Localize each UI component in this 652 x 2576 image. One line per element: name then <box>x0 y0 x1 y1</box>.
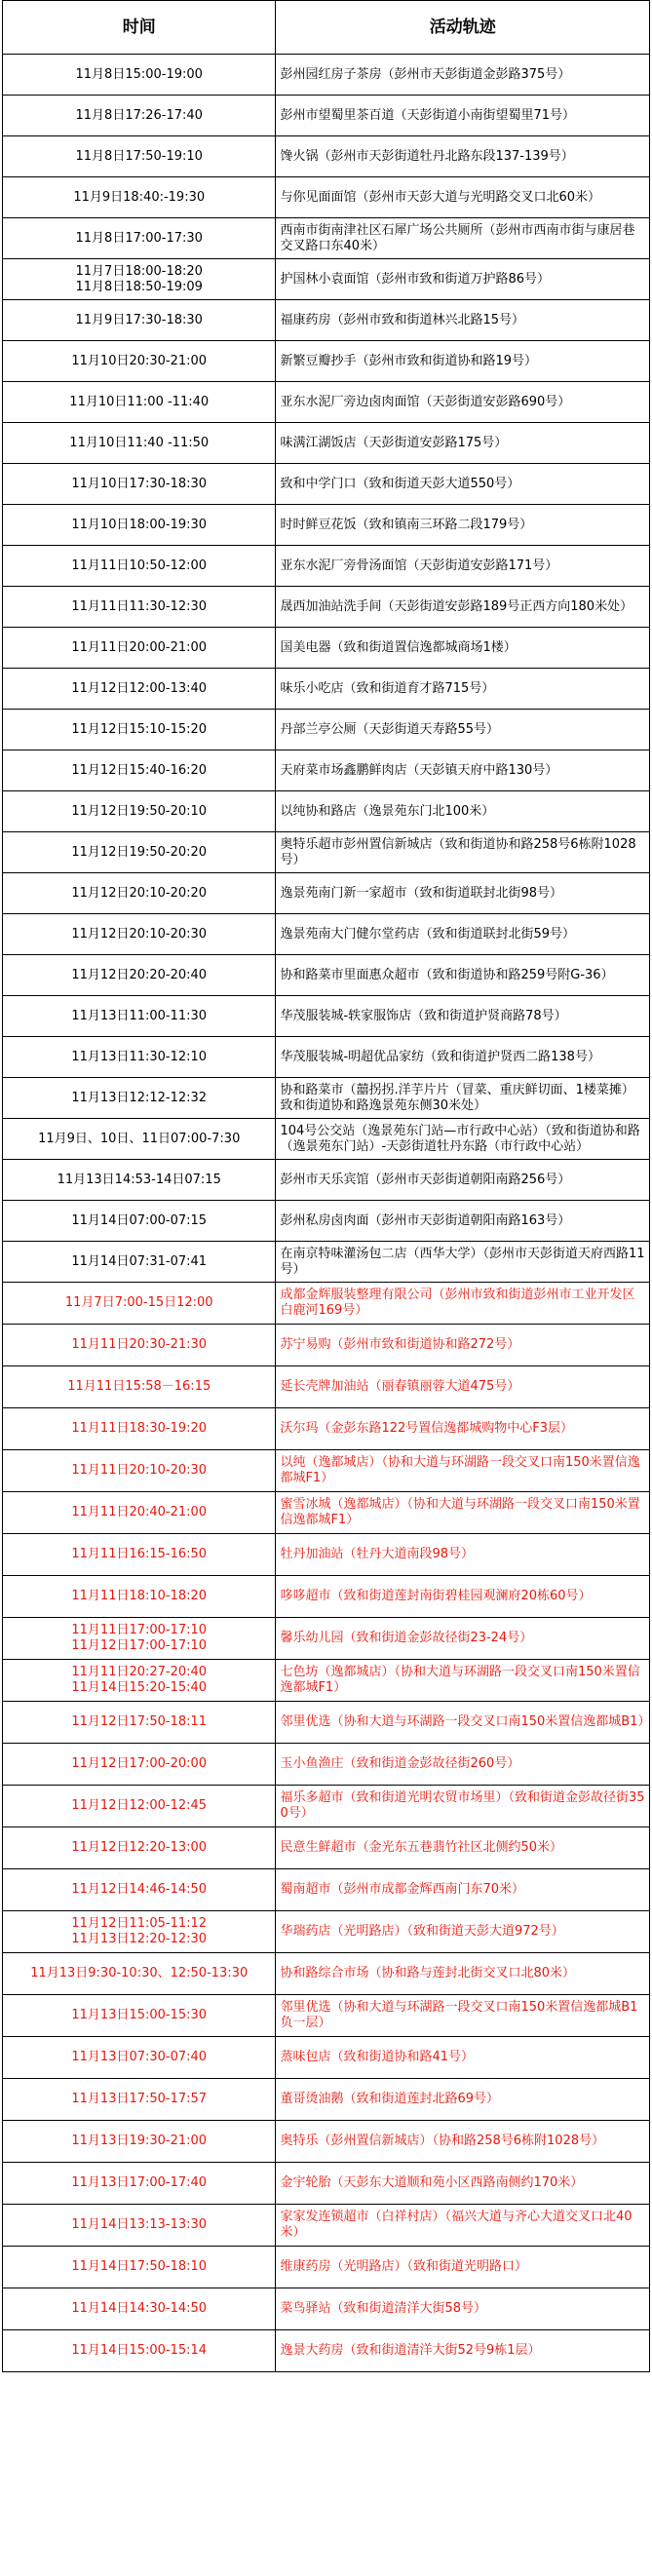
table-row <box>3 1325 650 1366</box>
row-location-cell: 成都金辉服装整理有限公司（彭州市致和街道彭州市工业开发区白鹿河169号） <box>276 1283 650 1325</box>
row-location-cell: 董哥烫油鹅（致和街道莲封北路69号） <box>276 2079 650 2121</box>
row-location-cell: 奥特乐超市彭州置信新城店（致和街道协和路258号6栋附1028号） <box>276 832 650 873</box>
row-time-cell: 11月13日9:30-10:30、12:50-13:30 <box>3 1953 276 1995</box>
table-row <box>3 2079 650 2121</box>
row-time-cell: 11月11日20:30-21:30 <box>3 1325 276 1366</box>
row-time-cell: 11月13日14:53-14日07:15 <box>3 1160 276 1201</box>
row-location-cell: 天府菜市场鑫鹏鲜肉店（天彭镇天府中路130号） <box>276 750 650 791</box>
table-row <box>3 873 650 914</box>
table-row <box>3 136 650 177</box>
row-location-cell: 华茂服装城-轶家服饰店（致和街道护贤商路78号） <box>276 996 650 1037</box>
time-column-header: 时间 <box>3 1 276 55</box>
row-time-cell: 11月13日17:00-17:40 <box>3 2163 276 2205</box>
table-row <box>3 1450 650 1492</box>
row-time-cell: 11月14日15:00-15:14 <box>3 2330 276 2372</box>
table-row <box>3 1534 650 1576</box>
table-row <box>3 996 650 1037</box>
row-location-cell: 牡丹加油站（牡丹大道南段98号） <box>276 1534 650 1576</box>
row-location-cell: 以纯协和路店（逸景苑东门北100米） <box>276 791 650 832</box>
row-time-cell: 11月10日11:40 -11:50 <box>3 423 276 464</box>
row-location-cell: 邻里优选（协和大道与环湖路一段交叉口南150米置信逸都城B1负一层） <box>276 1995 650 2037</box>
row-location-cell: 时时鲜豆花饭（致和镇南三环路二段179号） <box>276 505 650 546</box>
row-location-cell: 彭州市天乐宾馆（彭州市天彭街道朝阳南路256号） <box>276 1160 650 1201</box>
row-time-cell: 11月13日11:30-12:10 <box>3 1037 276 1078</box>
row-time-cell: 11月13日17:50-17:57 <box>3 2079 276 2121</box>
row-time-cell: 11月12日12:00-13:40 <box>3 669 276 710</box>
row-location-cell: 菜鸟驿站（致和街道清洋大街58号） <box>276 2288 650 2330</box>
row-time-cell: 11月12日20:10-20:20 <box>3 873 276 914</box>
table-row <box>3 710 650 750</box>
table-row <box>3 2163 650 2205</box>
row-location-cell: 蜀南超市（彭州市成都金辉西南门东70米） <box>276 1869 650 1911</box>
table-row <box>3 2205 650 2247</box>
row-time-cell: 11月13日15:00-15:30 <box>3 1995 276 2037</box>
row-time-cell: 11月14日07:31-07:41 <box>3 1242 276 1283</box>
table-row <box>3 1576 650 1618</box>
row-time-cell: 11月11日17:00-17:10 11月12日17:00-17:10 <box>3 1618 276 1660</box>
row-location-cell: 邻里优选（协和大道与环湖路一段交叉口南150米置信逸都城B1） <box>276 1702 650 1744</box>
table-row <box>3 1201 650 1242</box>
row-location-cell: 致和中学门口（致和街道天彭大道550号） <box>276 464 650 505</box>
row-location-cell: 新繁豆瓣抄手（彭州市致和街道协和路19号） <box>276 341 650 382</box>
row-location-cell: 丹部兰亭公厕（天彭街道天寿路55号） <box>276 710 650 750</box>
table-row <box>3 218 650 259</box>
row-location-cell: 家家发连锁超市（白祥村店）（福兴大道与齐心大道交叉口北40米） <box>276 2205 650 2247</box>
table-row <box>3 628 650 669</box>
table-row <box>3 1869 650 1911</box>
row-location-cell: 沃尔玛（金彭东路122号置信逸都城购物中心F3层） <box>276 1408 650 1450</box>
table-row <box>3 669 650 710</box>
table-row <box>3 2037 650 2079</box>
table-row <box>3 55 650 96</box>
row-location-cell: 逸景大药房（致和街道清洋大街52号9栋1层） <box>276 2330 650 2372</box>
table-row <box>3 382 650 423</box>
row-time-cell: 11月12日20:20-20:40 <box>3 955 276 996</box>
row-location-cell: 在南京特味灌汤包二店（西华大学）（彭州市天彭街道天府西路11号） <box>276 1242 650 1283</box>
row-location-cell: 国美电器（致和街道置信逸都城商场1楼） <box>276 628 650 669</box>
table-row <box>3 1119 650 1160</box>
row-time-cell: 11月11日18:10-18:20 <box>3 1576 276 1618</box>
row-location-cell: 福乐多超市（致和街道光明农贸市场里）（致和街道金彭故径街350号） <box>276 1786 650 1827</box>
table-row <box>3 341 650 382</box>
row-time-cell: 11月14日07:00-07:15 <box>3 1201 276 1242</box>
row-time-cell: 11月11日16:15-16:50 <box>3 1534 276 1576</box>
row-time-cell: 11月11日11:30-12:30 <box>3 587 276 628</box>
table-row <box>3 1408 650 1450</box>
table-row <box>3 1078 650 1119</box>
table-row <box>3 1995 650 2037</box>
row-time-cell: 11月9日17:30-18:30 <box>3 300 276 341</box>
table-row <box>3 1786 650 1827</box>
row-location-cell: 104号公交站（逸景苑东门站—市行政中心站）（致和街道协和路（逸景苑东门站）-天彭街道牡丹东路（市行政中心站） <box>276 1119 650 1160</box>
table-row <box>3 2288 650 2330</box>
row-time-cell: 11月12日12:00-12:45 <box>3 1786 276 1827</box>
table-row <box>3 2247 650 2288</box>
row-time-cell: 11月8日17:50-19:10 <box>3 136 276 177</box>
table-row <box>3 1744 650 1786</box>
row-time-cell: 11月12日12:20-13:00 <box>3 1827 276 1869</box>
header-row <box>3 1 650 55</box>
row-location-cell: 协和路菜市（囍拐拐.洋芋片片（冒菜、重庆鲜切面、1楼菜摊）致和街道协和路逸景苑东侧30米处） <box>276 1078 650 1119</box>
table-row <box>3 1242 650 1283</box>
row-time-cell: 11月9日18:40:-19:30 <box>3 177 276 218</box>
table-row <box>3 1492 650 1534</box>
row-location-cell: 亚东水泥厂旁骨汤面馆（天彭街道安彭路171号） <box>276 546 650 587</box>
row-time-cell: 11月11日15:58－16:15 <box>3 1366 276 1408</box>
row-time-cell: 11月10日20:30-21:00 <box>3 341 276 382</box>
table-row <box>3 791 650 832</box>
row-time-cell: 11月10日17:30-18:30 <box>3 464 276 505</box>
row-location-cell: 馋火锅（彭州市天彭街道牡丹北路东段137-139号） <box>276 136 650 177</box>
table-row <box>3 464 650 505</box>
location-column-header: 活动轨迹 <box>276 1 650 55</box>
row-location-cell: 华茂服装城-明超优品家纺（致和街道护贤西二路138号） <box>276 1037 650 1078</box>
row-time-cell: 11月11日10:50-12:00 <box>3 546 276 587</box>
row-location-cell: 味乐小吃店（致和街道育才路715号） <box>276 669 650 710</box>
row-time-cell: 11月13日12:12-12:32 <box>3 1078 276 1119</box>
row-time-cell: 11月11日20:40-21:00 <box>3 1492 276 1534</box>
table-row <box>3 505 650 546</box>
row-location-cell: 亚东水泥厂旁边卤肉面馆（天彭街道安彭路690号） <box>276 382 650 423</box>
row-time-cell: 11月11日18:30-19:20 <box>3 1408 276 1450</box>
row-time-cell: 11月12日15:40-16:20 <box>3 750 276 791</box>
row-time-cell: 11月12日19:50-20:20 <box>3 832 276 873</box>
activity-table <box>2 0 650 2372</box>
row-location-cell: 福康药房（彭州市致和街道林兴北路15号） <box>276 300 650 341</box>
row-location-cell: 民意生鲜超市（金光东五巷翡竹社区北侧约50米） <box>276 1827 650 1869</box>
row-time-cell: 11月11日20:10-20:30 <box>3 1450 276 1492</box>
row-time-cell: 11月10日11:00 -11:40 <box>3 382 276 423</box>
row-location-cell: 苏宁易购（彭州市致和街道协和路272号） <box>276 1325 650 1366</box>
row-location-cell: 协和路综合市场（协和路与莲封北街交叉口北80米） <box>276 1953 650 1995</box>
row-time-cell: 11月12日20:10-20:30 <box>3 914 276 955</box>
table-row <box>3 1618 650 1660</box>
row-time-cell: 11月11日20:00-21:00 <box>3 628 276 669</box>
table-row <box>3 832 650 873</box>
row-time-cell: 11月11日20:27-20:40 11月14日15:20-15:40 <box>3 1660 276 1702</box>
row-location-cell: 哆哆超市（致和街道莲封南街碧桂园观澜府20栋60号） <box>276 1576 650 1618</box>
row-time-cell: 11月13日11:00-11:30 <box>3 996 276 1037</box>
row-location-cell: 逸景苑南门新一家超市（致和街道联封北街98号） <box>276 873 650 914</box>
table-row <box>3 1160 650 1201</box>
table-row <box>3 587 650 628</box>
row-location-cell: 护国林小袁面馆（彭州市致和街道万护路86号） <box>276 259 650 300</box>
row-location-cell: 彭州私房卤肉面（彭州市天彭街道朝阳南路163号） <box>276 1201 650 1242</box>
row-time-cell: 11月12日15:10-15:20 <box>3 710 276 750</box>
row-time-cell: 11月8日15:00-19:00 <box>3 55 276 96</box>
row-time-cell: 11月12日19:50-20:10 <box>3 791 276 832</box>
table-row <box>3 177 650 218</box>
row-time-cell: 11月8日17:26-17:40 <box>3 96 276 136</box>
table-row <box>3 914 650 955</box>
row-time-cell: 11月7日18:00-18:20 11月8日18:50-19:09 <box>3 259 276 300</box>
table-row <box>3 2330 650 2372</box>
row-location-cell: 蜜雪冰城（逸都城店）（协和大道与环湖路一段交叉口南150米置信逸都城F1） <box>276 1492 650 1534</box>
table-row <box>3 96 650 136</box>
row-location-cell: 玉小鱼渔庄（致和街道金彭故径街260号） <box>276 1744 650 1786</box>
table-row <box>3 2121 650 2163</box>
table-row <box>3 1660 650 1702</box>
row-location-cell: 逸景苑南大门健尔堂药店（致和街道联封北街59号） <box>276 914 650 955</box>
row-time-cell: 11月12日17:50-18:11 <box>3 1702 276 1744</box>
table-row <box>3 955 650 996</box>
row-location-cell: 彭州市望蜀里茶百道（天彭街道小南街望蜀里71号） <box>276 96 650 136</box>
table-row <box>3 546 650 587</box>
row-location-cell: 华瑞药店（光明路店）（致和街道天彭大道972号） <box>276 1911 650 1953</box>
row-time-cell: 11月9日、10日、11日07:00-7:30 <box>3 1119 276 1160</box>
row-time-cell: 11月14日14:30-14:50 <box>3 2288 276 2330</box>
row-location-cell: 七色坊（逸都城店）（协和大道与环湖路一段交叉口南150米置信逸都城F1） <box>276 1660 650 1702</box>
table-row <box>3 1702 650 1744</box>
row-location-cell: 蒸味包店（致和街道协和路41号） <box>276 2037 650 2079</box>
table-row <box>3 1283 650 1325</box>
row-location-cell: 协和路菜市里面惠众超市（致和街道协和路259号附G-36） <box>276 955 650 996</box>
row-time-cell: 11月8日17:00-17:30 <box>3 218 276 259</box>
row-location-cell: 金宇轮胎（天彭东大道顺和苑小区西路南侧约170米） <box>276 2163 650 2205</box>
table-row <box>3 1037 650 1078</box>
row-location-cell: 延长壳牌加油站（丽春镇丽蓉大道475号） <box>276 1366 650 1408</box>
table-row <box>3 423 650 464</box>
table-row <box>3 750 650 791</box>
row-time-cell: 11月14日13:13-13:30 <box>3 2205 276 2247</box>
table-row <box>3 300 650 341</box>
row-time-cell: 11月12日11:05-11:12 11月13日12:20-12:30 <box>3 1911 276 1953</box>
row-time-cell: 11月7日7:00-15日12:00 <box>3 1283 276 1325</box>
table-body <box>3 55 650 2372</box>
row-location-cell: 味满江湖饭店（天彭街道安彭路175号） <box>276 423 650 464</box>
row-location-cell: 维康药房（光明路店）（致和街道光明路口） <box>276 2247 650 2288</box>
row-time-cell: 11月14日17:50-18:10 <box>3 2247 276 2288</box>
row-location-cell: 馨乐幼儿园（致和街道金彭故径街23-24号） <box>276 1618 650 1660</box>
row-time-cell: 11月12日17:00-20:00 <box>3 1744 276 1786</box>
row-location-cell: 晟西加油站洗手间（天彭街道安彭路189号正西方向180米处） <box>276 587 650 628</box>
table-row <box>3 1911 650 1953</box>
row-time-cell: 11月10日18:00-19:30 <box>3 505 276 546</box>
row-location-cell: 以纯（逸都城店）（协和大道与环湖路一段交叉口南150米置信逸都城F1） <box>276 1450 650 1492</box>
table-row <box>3 259 650 300</box>
row-location-cell: 与你见面面馆（彭州市天彭大道与光明路交叉口北60米） <box>276 177 650 218</box>
table-row <box>3 1953 650 1995</box>
table-row <box>3 1827 650 1869</box>
table-row <box>3 1366 650 1408</box>
row-location-cell: 西南市街南津社区石犀广场公共厕所（彭州市西南市街与康居巷交叉路口东40米） <box>276 218 650 259</box>
row-location-cell: 奥特乐（彭州置信新城店）（协和路258号6栋附1028号） <box>276 2121 650 2163</box>
row-time-cell: 11月13日19:30-21:00 <box>3 2121 276 2163</box>
row-time-cell: 11月13日07:30-07:40 <box>3 2037 276 2079</box>
row-location-cell: 彭州园红房子茶房（彭州市天彭街道金彭路375号） <box>276 55 650 96</box>
row-time-cell: 11月12日14:46-14:50 <box>3 1869 276 1911</box>
